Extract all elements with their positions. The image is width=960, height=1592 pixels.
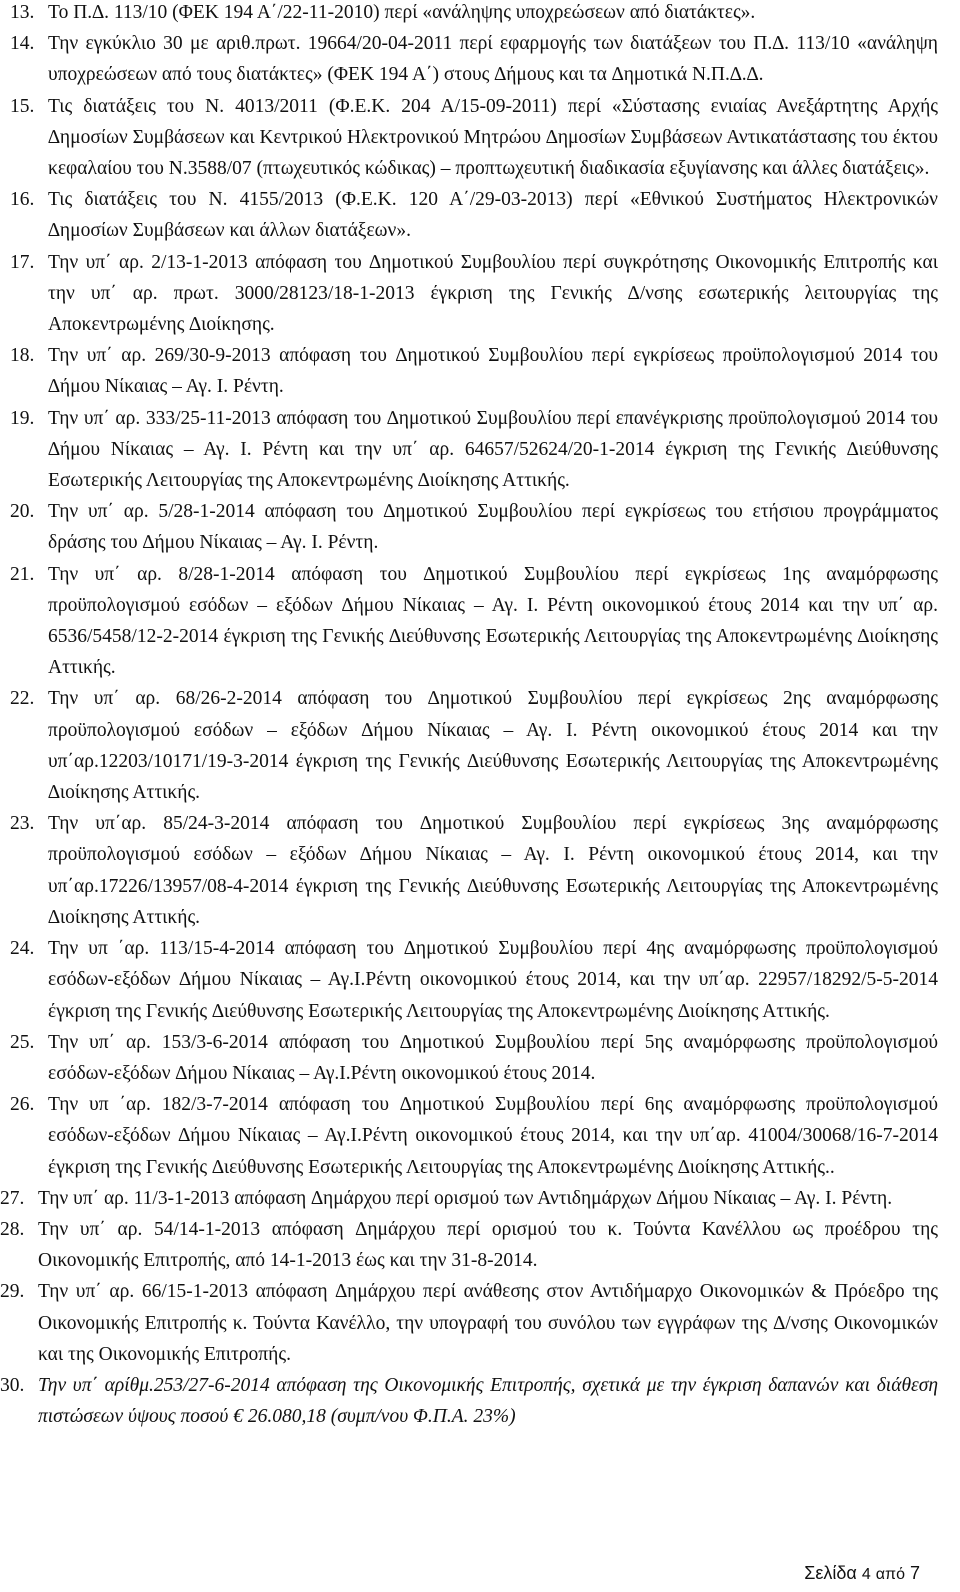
list-item: 30. Την υπ΄ αρίθμ.253/27-6-2014 απόφαση της Οικονομικής Επιτροπής, σχετικά με την έγκριση δαπανών και διάθεση πιστώσεων ύψους ποσού € 26.080,18 (συμπ/νου Φ.Π.Α. 23%) [0, 1374, 938, 1428]
list-item: 19. Την υπ΄ αρ. 333/25-11-2013 απόφαση του ∆ημοτικού Συμβουλίου περί επανέγκρισης προϋπολογισμού 2014 του ∆ήμου Νίκαιας – Αγ. Ι. Ρέντη και την υπ΄ αρ. 64657/52624/20-1-2014 έγκριση της Γενικής ∆ιεύθυνσης Εσωτερικής Λειτουργίας της Αποκεντρωμένης ∆ιοίκησης Αττικής. [10, 407, 938, 492]
of-word: από [875, 1566, 905, 1583]
list-item: 20. Την υπ΄ αρ. 5/28-1-2014 απόφαση του ∆ημοτικού Συμβουλίου περί εγκρίσεως του ετήσιου προγράμματος δράσης του ∆ήμου Νίκαιας – Αγ. Ι. Ρέντη. [10, 501, 938, 554]
list-item: 29. Την υπ΄ αρ. 66/15-1-2013 απόφαση ∆ημάρχου περί ανάθεσης στον Αντιδήμαρχο Οικονομικών & Πρόεδρο της Οικονομικής Επιτροπής κ. Τούντα Κανέλλο, την υπογραφή του συνόλου των εγγράφων της ∆/νσης Οικονομικών και της Οικονομικής Επιτροπής. [0, 1281, 938, 1365]
list-item: 21. Την υπ΄ αρ. 8/28-1-2014 απόφαση του ∆ημοτικού Συμβουλίου περί εγκρίσεως 1ης αναμόρφωσης προϋπολογισμού εσόδων – εξόδων ∆ήμου Νίκαιας – Αγ. Ι. Ρέντη οικονομικού έτους 2014 και την υπ΄ αρ. 6536/5458/12-2-2014 έγκριση της Γενικής ∆ιεύθυνσης Εσωτερικής Λειτουργίας της Αποκεντρωμένης ∆ιοίκησης Αττικής. [10, 563, 938, 679]
list-item: 25. Την υπ΄ αρ. 153/3-6-2014 απόφαση του ∆ημοτικού Συμβουλίου περί 5ης αναμόρφωσης προϋπολογισμού εσόδων-εξόδων ∆ήμου Νίκαιας – Αγ.Ι.Ρέντη οικονομικού έτους 2014. [10, 1031, 938, 1084]
list-item: 23. Την υπ΄αρ. 85/24-3-2014 απόφαση του ∆ημοτικού Συμβουλίου περί εγκρίσεως 3ης αναμόρφωσης προϋπολογισμού εσόδων – εξόδων ∆ήμου Νίκαιας – Αγ. Ι. Ρέντη οικονομικού έτους 2014, και την υπ΄αρ.17226/13957/08-4-2014 έγκριση της Γενικής ∆ιεύθυνσης Εσωτερικής Λειτουργίας της Αποκεντρωμένης ∆ιοίκησης Αττικής. [10, 813, 938, 928]
list-item: 26. Την υπ ΄αρ. 182/3-7-2014 απόφαση του ∆ημοτικού Συμβουλίου περί 6ης αναμόρφωσης προϋπολογισμού εσόδων-εξόδων ∆ήμου Νίκαιας – Αγ.Ι.Ρέντη οικονομικού έτους 2014, και την υπ΄αρ. 41004/30068/16-7-2014 έγκριση της Γενικής ∆ιεύθυνσης Εσωτερικής Λειτουργίας της Αποκεντρωμένης ∆ιοίκησης Αττικής.. [10, 1094, 938, 1178]
page-footer [804, 1560, 920, 1588]
list-item: 27. Την υπ΄ αρ. 11/3-1-2013 απόφαση ∆ημάρχου περί ορισμού των Αντιδημάρχων ∆ήμου Νίκαιας – Αγ. Ι. Ρέντη. [0, 1187, 893, 1209]
list-item: 28. Την υπ΄ αρ. 54/14-1-2013 απόφαση ∆ημάρχου περί ορισμού του κ. Τούντα Κανέλλου ως προέδρου της Οικονομικής Επιτροπής, από 14-1-2013 έως και την 31-8-2014. [0, 1218, 938, 1272]
total-pages: 7 [909, 1563, 920, 1583]
list-item: 15. Τις διατάξεις του Ν. 4013/2011 (Φ.Ε.Κ. 204 Α/15-09-2011) περί «Σύστασης ενιαίας Ανεξάρτητης Αρχής ∆ημοσίων Συμβάσεων και Κεντρικού Ηλεκτρονικού Μητρώου ∆ημοσίων Συμβάσεων Αντικατάστασης του έκτου κεφαλαίου του Ν.3588/07 (πτωχευτικός κώδικας) – προπτωχευτική διαδικασία εξυγίανσης και άλλες διατάξεις». [10, 95, 938, 180]
list-item: 14. Την εγκύκλιο 30 με αριθ.πρωτ. 19664/20-04-2011 περί εφαρμογής των διατάξεων του Π.∆. 113/10 «ανάληψη υποχρεώσεων από τους διατάκτες» (ΦΕΚ 194 Α΄) στους ∆ήμους και τα ∆ημοτικά Ν.Π.∆.∆. [10, 33, 938, 86]
list-item: 17. Την υπ΄ αρ. 2/13-1-2013 απόφαση του ∆ημοτικού Συμβουλίου περί συγκρότησης Οικονομικής Επιτροπής και την υπ΄ αρ. πρωτ. 3000/28123/18-1-2013 έγκριση της Γενικής ∆/νσης εσωτερικής λειτουργίας της Αποκεντρωμένης ∆ιοίκησης. [10, 251, 938, 336]
list-item: 18. Την υπ΄ αρ. 269/30-9-2013 απόφαση του ∆ημοτικού Συμβουλίου περί εγκρίσεως προϋπολογισμού 2014 του ∆ήμου Νίκαιας – Αγ. Ι. Ρέντη. [10, 345, 938, 398]
page-word: Σελίδα [804, 1563, 857, 1583]
list-item: 13. Το Π.∆. 113/10 (ΦΕΚ 194 Α΄/22-11-2010) περί «ανάληψης υποχρεώσεων από διατάκτες». [10, 2, 756, 23]
page-number: 4 [861, 1566, 871, 1583]
list-item: 24. Την υπ ΄αρ. 113/15-4-2014 απόφαση του ∆ημοτικού Συμβουλίου περί 4ης αναμόρφωσης προϋπολογισμού εσόδων-εξόδων ∆ήμου Νίκαιας – Αγ.Ι.Ρέντη οικονομικού έτους 2014, και την υπ΄αρ. 22957/18292/5-5-2014 έγκριση της Γενικής ∆ιεύθυνσης Εσωτερικής Λειτουργίας της Αποκεντρωμένης ∆ιοίκησης Αττικής. [10, 938, 938, 1022]
list-item: 16. Τις διατάξεις του Ν. 4155/2013 (Φ.Ε.Κ. 120 Α΄/29-03-2013) περί «Εθνικού Συστήματος Ηλεκτρονικών ∆ημοσίων Συμβάσεων και άλλων διατάξεων». [10, 189, 938, 242]
list-item: 22. Την υπ΄ αρ. 68/26-2-2014 απόφαση του ∆ημοτικού Συμβουλίου περί εγκρίσεως 2ης αναμόρφωσης προϋπολογισμού εσόδων – εξόδων ∆ήμου Νίκαιας – Αγ. Ι. Ρέντη οικονομικού έτους 2014 και την υπ΄αρ.12203/10171/19-3-2014 έγκριση της Γενικής ∆ιεύθυνσης Εσωτερικής Λειτουργίας της Αποκεντρωμένης ∆ιοίκησης Αττικής. [10, 688, 938, 804]
